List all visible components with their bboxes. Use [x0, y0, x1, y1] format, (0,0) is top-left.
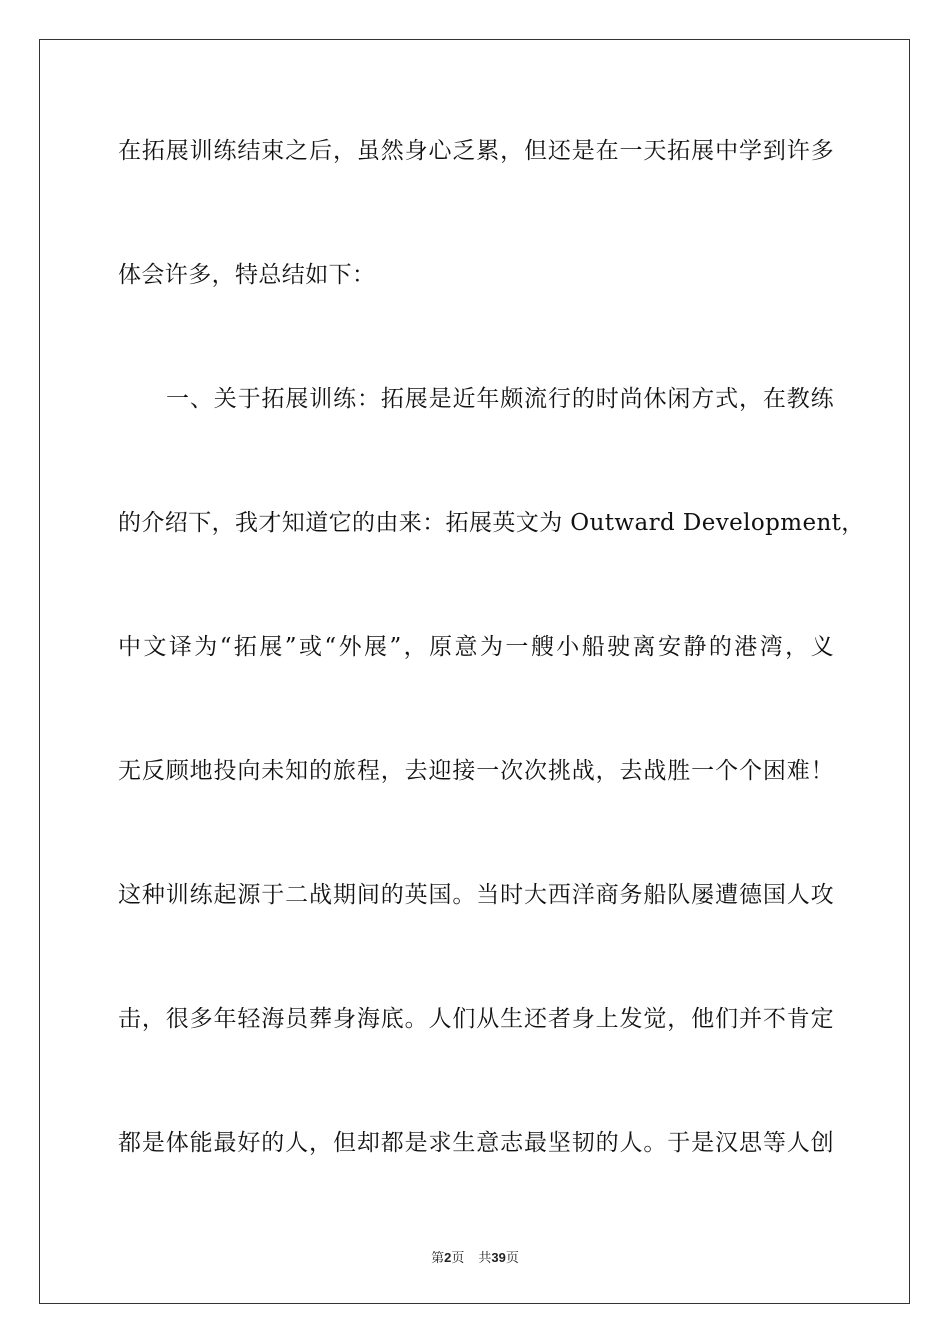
body-line-1: 在拓展训练结束之后，虽然身心乏累，但还是在一天拓展中学到许多 — [118, 138, 834, 164]
body-line-6: 无反顾地投向未知的旅程，去迎接一次次挑战，去战胜一个个困难！ — [118, 758, 834, 784]
body-line-2: 体会许多，特总结如下： — [118, 262, 376, 288]
page-footer — [0, 1247, 950, 1266]
total-suffix: 页 — [505, 1251, 519, 1266]
page-prefix: 第 — [431, 1251, 445, 1266]
total-prefix: 共 — [478, 1251, 492, 1266]
page-border — [39, 39, 910, 1304]
body-line-4: 的介绍下，我才知道它的由来：拓展英文为 Outward Development， — [118, 510, 865, 536]
body-line-5: 中文译为“拓展”或“外展”，原意为一艘小船驶离安静的港湾，义 — [118, 634, 834, 660]
page-number: 2 — [444, 1250, 452, 1265]
body-line-7: 这种训练起源于二战期间的英国。当时大西洋商务船队屡遭德国人攻 — [118, 882, 834, 908]
page-suffix: 页 — [451, 1251, 465, 1266]
total-pages: 39 — [491, 1250, 506, 1265]
body-line-8: 击，很多年轻海员葬身海底。人们从生还者身上发觉，他们并不肯定 — [118, 1006, 834, 1032]
body-line-9: 都是体能最好的人，但却都是求生意志最坚韧的人。于是汉思等人创 — [118, 1130, 834, 1156]
body-line-3: 一、关于拓展训练：拓展是近年颇流行的时尚休闲方式，在教练 — [166, 386, 834, 412]
